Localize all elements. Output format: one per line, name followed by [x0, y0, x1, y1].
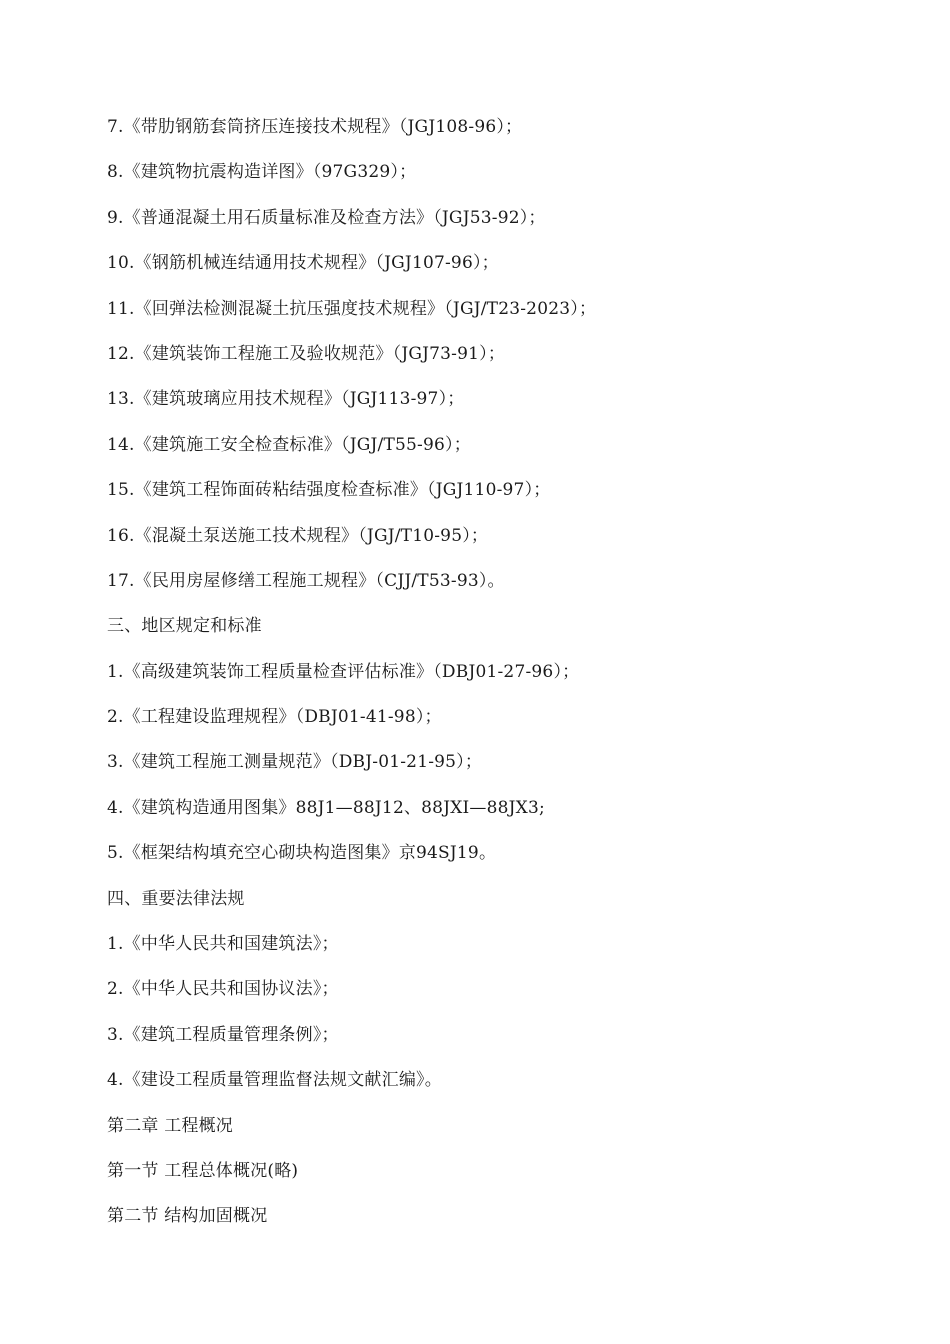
chapter-heading: 第二章 工程概况 — [107, 1115, 234, 1136]
list-item: 12.《建筑装饰工程施工及验收规范》（JGJ73-91）； — [107, 343, 506, 364]
list-item: 3.《建筑工程质量管理条例》； — [107, 1024, 339, 1045]
list-item: 13.《建筑玻璃应用技术规程》（JGJ113-97）； — [107, 389, 465, 410]
list-item: 2.《工程建设监理规程》（DBJ01-41-98）； — [107, 707, 442, 728]
section-heading: 第二节 结构加固概况 — [107, 1206, 268, 1227]
list-item: 8.《建筑物抗震构造详图》（97G329）； — [107, 162, 417, 183]
list-item: 1.《中华人民共和国建筑法》； — [107, 934, 339, 955]
list-item: 10.《钢筋机械连结通用技术规程》（JGJ107-96）； — [107, 253, 499, 274]
section-heading: 四、重要法律法规 — [107, 888, 245, 909]
list-item: 3.《建筑工程施工测量规范》（DBJ-01-21-95）； — [107, 752, 483, 773]
section-heading: 第一节 工程总体概况(略) — [107, 1160, 299, 1181]
list-item: 4.《建设工程质量管理监督法规文献汇编》。 — [107, 1070, 442, 1091]
document-body — [107, 113, 907, 1248]
list-item: 4.《建筑构造通用图集》88J1—88J12、88JXI—88JX3; — [107, 797, 545, 818]
list-item: 2.《中华人民共和国协议法》； — [107, 979, 339, 1000]
list-item: 1.《高级建筑装饰工程质量检查评估标准》（DBJ01-27-96）； — [107, 661, 580, 682]
list-item: 7.《带肋钢筋套筒挤压连接技术规程》（JGJ108-96）； — [107, 117, 523, 137]
list-item: 15.《建筑工程饰面砖粘结强度检查标准》（JGJ110-97）； — [107, 480, 551, 501]
list-item: 16.《混凝土泵送施工技术规程》（JGJ/T10-95）； — [107, 525, 489, 546]
list-item: 17.《民用房屋修缮工程施工规程》（CJJ/T53-93）。 — [107, 570, 505, 591]
list-item: 9.《普通混凝土用石质量标准及检查方法》（JGJ53-92）； — [107, 207, 546, 228]
section-heading: 三、地区规定和标准 — [107, 616, 262, 637]
list-item: 11.《回弹法检测混凝土抗压强度技术规程》（JGJ/T23-2023）； — [107, 298, 597, 319]
list-item: 5.《框架结构填充空心砌块构造图集》京94SJ19。 — [107, 843, 497, 864]
list-item: 14.《建筑施工安全检查标准》（JGJ/T55-96）； — [107, 434, 471, 455]
